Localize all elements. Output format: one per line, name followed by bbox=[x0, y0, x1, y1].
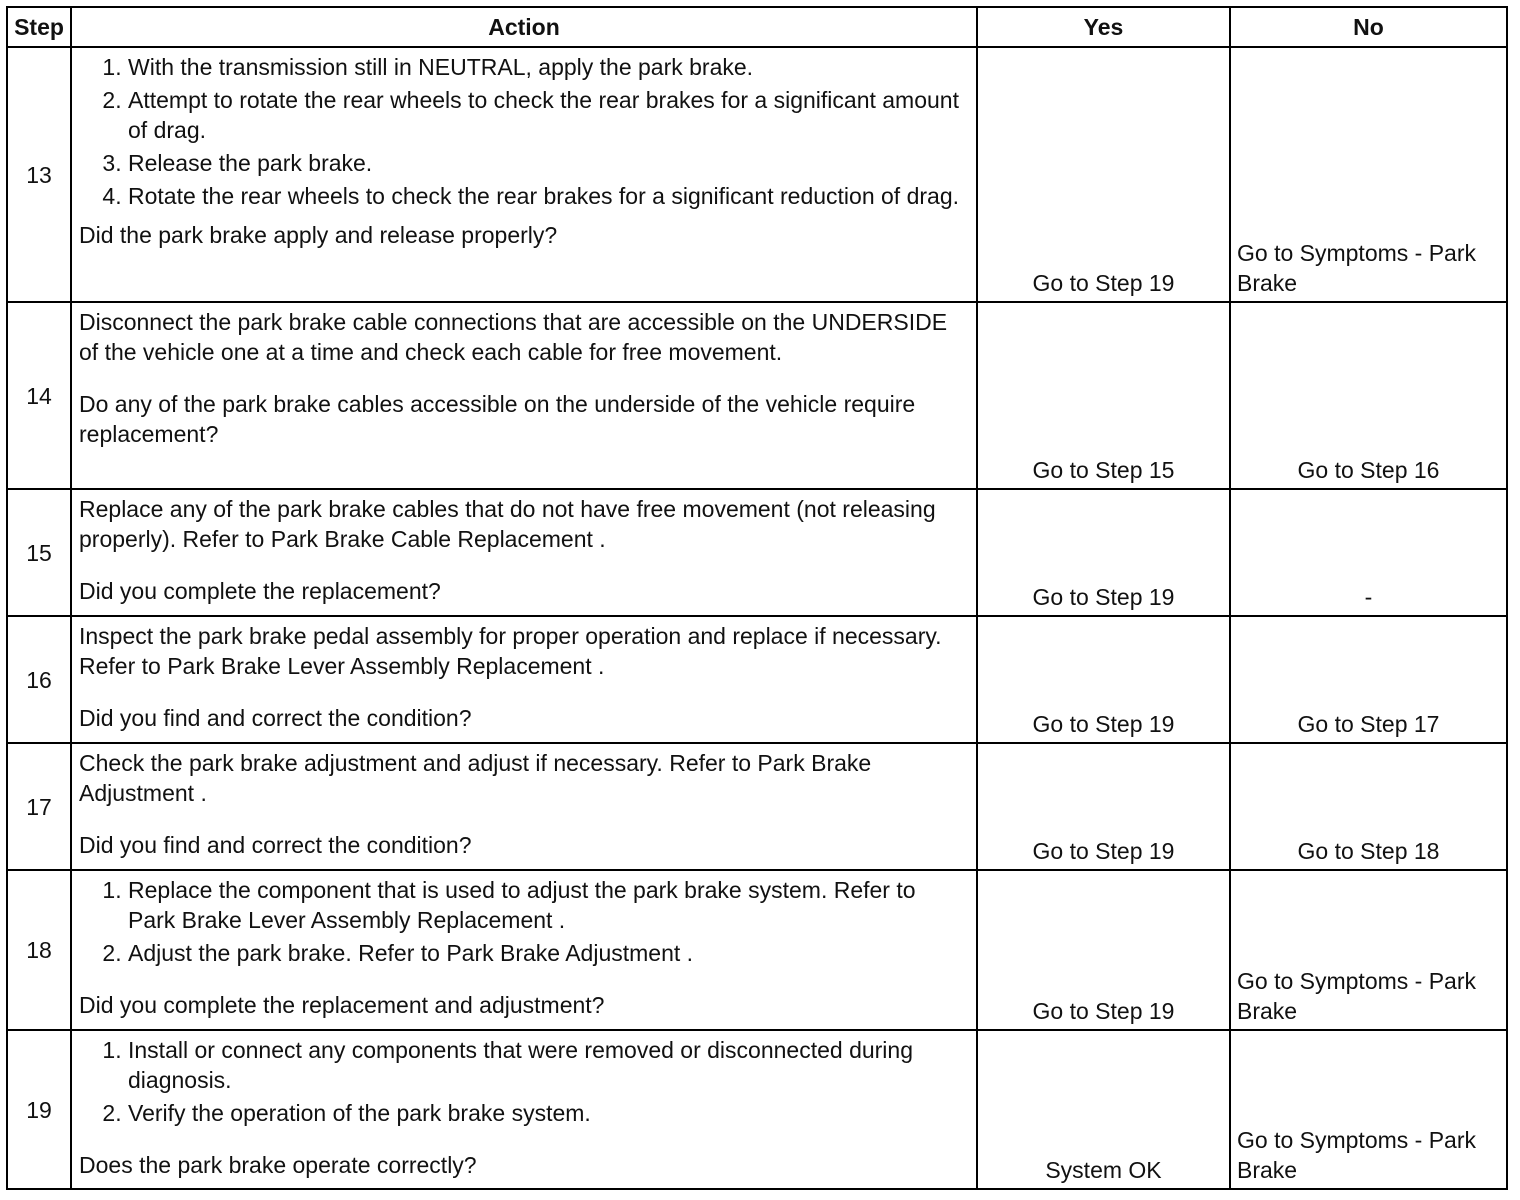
no-cell: - bbox=[1230, 489, 1507, 616]
step-number: 16 bbox=[7, 616, 71, 743]
action-text: Disconnect the park brake cable connections that are accessible on the UNDERSIDE of the vehicle one at a time and check each cable for free movement. bbox=[79, 309, 948, 365]
diagnostic-table bbox=[6, 6, 1508, 1190]
action-step: 2. Attempt to rotate the rear wheels to check the rear brakes for a significant amount of drag. bbox=[128, 85, 968, 145]
action-question: Did you complete the replacement? bbox=[79, 578, 441, 604]
header-action: Action bbox=[71, 7, 977, 47]
action-cell bbox=[71, 870, 977, 1030]
yes-cell: Go to Step 19 bbox=[977, 616, 1230, 743]
action-text: Inspect the park brake pedal assembly for proper operation and replace if necessary. Refer to Park Brake Lever Assembly Replacement . bbox=[79, 623, 942, 679]
table-row-step-16 bbox=[7, 616, 1507, 743]
step-number: 17 bbox=[7, 743, 71, 870]
yes-cell: Go to Step 19 bbox=[977, 489, 1230, 616]
table-row-step-18 bbox=[7, 870, 1507, 1030]
header-step: Step bbox=[7, 7, 71, 47]
action-step: 4. Rotate the rear wheels to check the rear brakes for a significant reduction of drag. bbox=[128, 181, 968, 211]
action-step: 1. Install or connect any components that were removed or disconnected during diagnosis. bbox=[128, 1035, 968, 1095]
header-row bbox=[7, 7, 1507, 47]
action-text: Check the park brake adjustment and adjust if necessary. Refer to Park Brake Adjustment . bbox=[79, 750, 872, 806]
action-cell bbox=[71, 47, 977, 302]
action-question: Did the park brake apply and release properly? bbox=[79, 222, 558, 248]
table-row-step-13 bbox=[7, 47, 1507, 302]
yes-cell: Go to Step 19 bbox=[977, 870, 1230, 1030]
action-text: Replace any of the park brake cables that do not have free movement (not releasing properly). Refer to Park Brake Cable Replacement . bbox=[79, 496, 936, 552]
header-yes: Yes bbox=[977, 7, 1230, 47]
action-question: Does the park brake operate correctly? bbox=[79, 1152, 477, 1178]
action-question: Did you find and correct the condition? bbox=[79, 705, 472, 731]
yes-cell: Go to Step 15 bbox=[977, 302, 1230, 489]
action-cell bbox=[71, 1030, 977, 1189]
step-number: 14 bbox=[7, 302, 71, 489]
action-cell bbox=[71, 489, 977, 616]
yes-cell: Go to Step 19 bbox=[977, 743, 1230, 870]
yes-cell: Go to Step 19 bbox=[977, 47, 1230, 302]
step-number: 15 bbox=[7, 489, 71, 616]
table-row-step-14 bbox=[7, 302, 1507, 489]
action-question: Did you find and correct the condition? bbox=[79, 832, 472, 858]
action-cell bbox=[71, 616, 977, 743]
action-step: 1. Replace the component that is used to adjust the park brake system. Refer to Park Brake Lever Assembly Replacement . bbox=[128, 875, 968, 935]
action-step: 2. Adjust the park brake. Refer to Park Brake Adjustment . bbox=[128, 938, 968, 968]
action-cell bbox=[71, 302, 977, 489]
action-steps-list bbox=[79, 1035, 968, 1128]
table-row-step-19 bbox=[7, 1030, 1507, 1189]
no-cell: Go to Step 16 bbox=[1230, 302, 1507, 489]
action-question: Do any of the park brake cables accessible on the underside of the vehicle require replacement? bbox=[79, 391, 916, 447]
step-number: 13 bbox=[7, 47, 71, 302]
table-row-step-17 bbox=[7, 743, 1507, 870]
action-step: 1. With the transmission still in NEUTRAL, apply the park brake. bbox=[128, 52, 968, 82]
table-row-step-15 bbox=[7, 489, 1507, 616]
action-cell bbox=[71, 743, 977, 870]
header-no: No bbox=[1230, 7, 1507, 47]
yes-cell: System OK bbox=[977, 1030, 1230, 1189]
step-number: 18 bbox=[7, 870, 71, 1030]
action-steps-list bbox=[79, 875, 968, 968]
action-question: Did you complete the replacement and adjustment? bbox=[79, 992, 605, 1018]
action-step: 2. Verify the operation of the park brake system. bbox=[128, 1098, 968, 1128]
no-cell: Go to Symptoms - Park Brake bbox=[1230, 47, 1507, 302]
action-steps-list bbox=[79, 52, 968, 211]
action-step: 3. Release the park brake. bbox=[128, 148, 968, 178]
no-cell: Go to Symptoms - Park Brake bbox=[1230, 870, 1507, 1030]
no-cell: Go to Step 17 bbox=[1230, 616, 1507, 743]
step-number: 19 bbox=[7, 1030, 71, 1189]
no-cell: Go to Symptoms - Park Brake bbox=[1230, 1030, 1507, 1189]
no-cell: Go to Step 18 bbox=[1230, 743, 1507, 870]
